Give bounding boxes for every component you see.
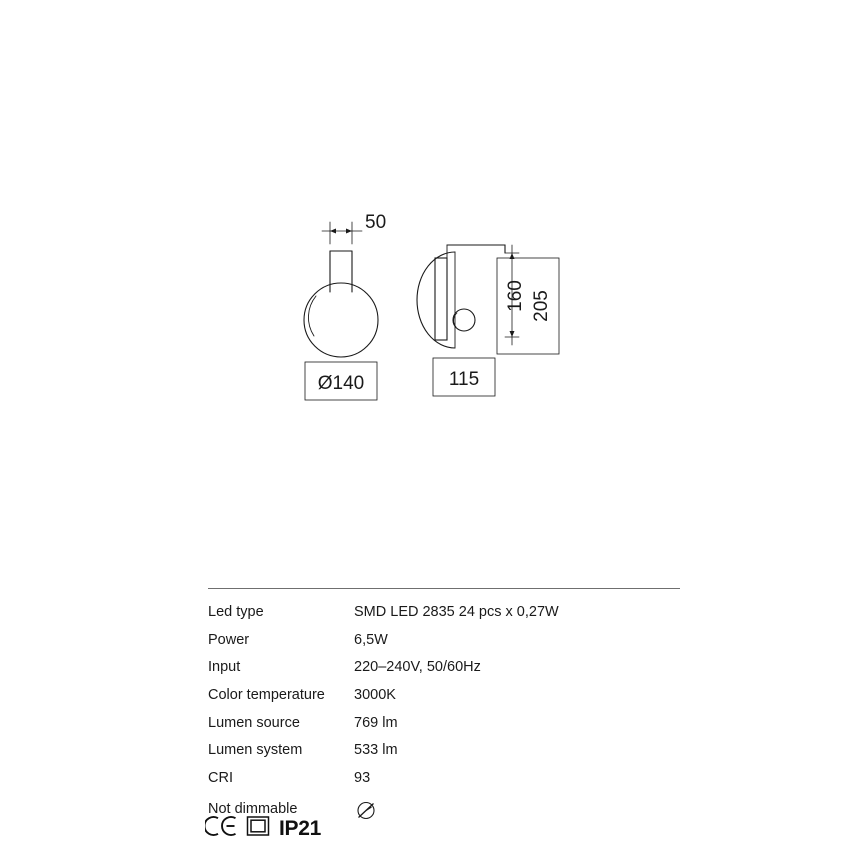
table-row <box>208 737 559 765</box>
dim-label-50: 50 <box>365 212 387 233</box>
sphere-outline <box>304 283 378 357</box>
class-ii-icon <box>245 814 271 843</box>
spec-value-lumen-system: 533 lm <box>354 742 398 759</box>
certification-marks <box>205 814 321 843</box>
front-view-geometry <box>304 251 378 357</box>
table-row <box>208 682 559 710</box>
table-row <box>208 627 559 655</box>
table-row <box>208 654 559 682</box>
spec-value-power: 6,5W <box>354 631 388 648</box>
table-row <box>208 710 559 738</box>
wall-plate <box>435 258 447 340</box>
spec-label-lumen-source: Lumen source <box>208 714 300 731</box>
spec-label-not-dimmable: Not dimmable <box>208 801 298 818</box>
ip-rating-label: IP21 <box>279 816 321 840</box>
table-row <box>208 599 559 627</box>
dimension-width-50 <box>322 222 362 244</box>
spec-value-not-dimmable <box>354 793 559 828</box>
spec-value-led-type: SMD LED 2835 24 pcs x 0,27W <box>354 604 559 620</box>
spec-label-power: Power <box>208 631 250 648</box>
spec-value-input: 220–240V, 50/60Hz <box>354 659 481 676</box>
spec-value-cri: 93 <box>354 770 371 787</box>
dim-label-205: 205 <box>531 290 552 322</box>
spec-value-color-temperature: 3000K <box>354 687 396 704</box>
ce-mark-icon <box>205 814 239 843</box>
no-dimmer-icon <box>354 798 378 822</box>
spec-label-led-type: Led type <box>208 604 264 620</box>
dim-label-diameter-140: Ø140 <box>317 373 365 394</box>
table-row <box>208 765 559 793</box>
sphere-highlight <box>308 296 316 336</box>
dim-label-115: 115 <box>448 369 480 390</box>
spec-label-input: Input <box>208 659 241 676</box>
shade-curve <box>417 252 455 348</box>
spec-label-cri: CRI <box>208 770 233 787</box>
dim-label-160: 160 <box>505 280 526 312</box>
side-view-geometry <box>417 245 505 348</box>
body-top <box>447 245 505 253</box>
spec-label-lumen-system: Lumen system <box>208 742 303 759</box>
table-top-rule <box>208 588 680 589</box>
specifications-table <box>208 588 680 828</box>
spec-value-lumen-source: 769 lm <box>354 714 398 731</box>
side-sphere <box>453 309 475 331</box>
spec-label-color-temperature: Color temperature <box>208 687 325 704</box>
